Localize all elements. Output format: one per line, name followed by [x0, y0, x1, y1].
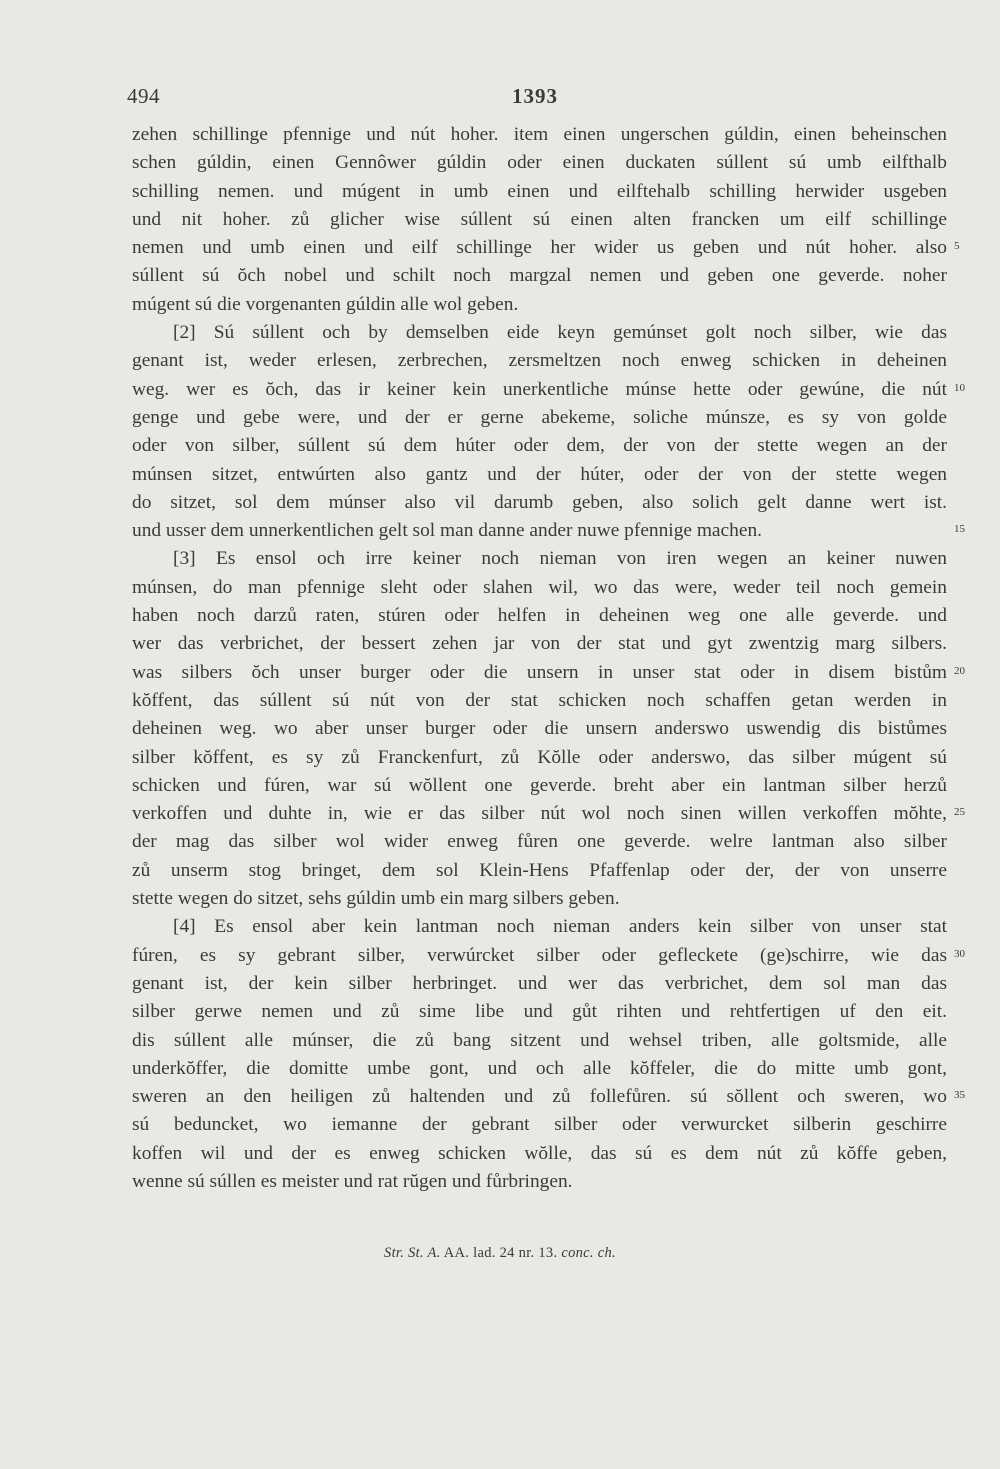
- line-text: wenne sú súllen es meister und rat rŭgen und fůrbringen.: [132, 1170, 573, 1192]
- text-line: [132, 262, 947, 290]
- text-line: [132, 489, 947, 517]
- source-reference: AA. lad. 24 nr. 13.: [443, 1245, 558, 1261]
- body-text: [132, 121, 965, 1196]
- line-text: múnsen, do man pfennige sleht oder slahen wil, wo das were, weder teil noch gemein: [132, 576, 947, 598]
- text-line: [132, 998, 947, 1026]
- source-citation: [0, 1245, 1000, 1262]
- text-line: [132, 376, 965, 404]
- line-text: deheinen weg. wo aber unser burger oder die unsern anderswo uswendig dis bistůmes: [132, 718, 947, 740]
- line-text: fúren, es sy gebrant silber, verwúrcket silber oder gefleckete (ge)schirre, wie das: [132, 944, 947, 966]
- line-text: zů unserm stog bringet, dem sol Klein-Hens Pfaffenlap oder der, der von unserre: [132, 859, 947, 881]
- margin-line-number: 5: [954, 240, 960, 253]
- line-text: dis súllent alle múnser, die zů bang sitzent und wehsel triben, alle goltsmide, alle: [132, 1029, 947, 1051]
- text-line: [132, 206, 947, 234]
- text-line: [132, 942, 965, 970]
- text-line: [132, 687, 947, 715]
- source-note: conc. ch.: [561, 1245, 616, 1261]
- text-line: [132, 545, 947, 573]
- text-line: [132, 857, 947, 885]
- text-line: [132, 744, 947, 772]
- margin-line-number: 35: [954, 1089, 965, 1102]
- text-line: [132, 602, 947, 630]
- text-line: [132, 432, 947, 460]
- text-line: [132, 1111, 947, 1139]
- text-line: [132, 291, 947, 319]
- text-line: [132, 574, 947, 602]
- text-line: [132, 347, 947, 375]
- line-text: wer das verbrichet, der bessert zehen jar von der stat und gyt zwentzig marg silbers.: [132, 633, 947, 655]
- line-text: múnsen sitzet, entwúrten also gantz und der húter, oder der von der stette wegen: [132, 463, 947, 485]
- line-text: sú beduncket, wo iemanne der gebrant silber oder verwurcket silberin geschirre: [132, 1114, 947, 1136]
- text-line: [132, 1027, 947, 1055]
- line-text: was silbers ŏch unser burger oder die unsern in unser stat oder in disem bistům: [132, 661, 947, 683]
- line-text: [3] Es ensol och irre keiner noch nieman von iren wegen an keiner nuwen: [173, 548, 947, 570]
- page-number: 494: [127, 84, 160, 108]
- text-line: [132, 1168, 947, 1196]
- text-line: [132, 659, 965, 687]
- line-text: weg. wer es ŏch, das ir keiner kein unerkentliche múnse hette oder gewúne, die nút: [132, 378, 947, 400]
- text-line: [132, 970, 947, 998]
- line-text: silber kŏffent, es sy zů Franckenfurt, zů Kŏlle oder anderswo, das silber múgent sú: [132, 746, 947, 768]
- text-line: [132, 319, 947, 347]
- year-heading: 1393: [512, 84, 558, 108]
- text-line: [132, 1055, 947, 1083]
- text-line: [132, 178, 947, 206]
- text-line: [132, 234, 960, 262]
- line-text: kŏffent, das súllent sú nút von der stat schicken noch schaffen getan werden in: [132, 689, 947, 711]
- text-line: [132, 461, 947, 489]
- line-text: schicken und fúren, war sú wŏllent one geverde. breht aber ein lantman silber herzů: [132, 774, 947, 796]
- line-text: genant ist, der kein silber herbringet. und wer das verbrichet, dem sol man das: [132, 972, 947, 994]
- margin-line-number: 30: [954, 947, 965, 960]
- text-line: [132, 885, 947, 913]
- line-text: koffen wil und der es enweg schicken wŏlle, das sú es dem nút zů kŏffe geben,: [132, 1142, 947, 1164]
- line-text: [2] Sú súllent och by demselben eide keyn gemúnset golt noch silber, wie das: [173, 322, 947, 344]
- text-line: [132, 1140, 947, 1168]
- page-header: [0, 84, 1000, 114]
- line-text: súllent sú ŏch nobel und schilt noch margzal nemen und geben one geverde. noher: [132, 265, 947, 287]
- line-text: schilling nemen. und múgent in umb einen und eilftehalb schilling herwider usgeben: [132, 180, 947, 202]
- text-line: [132, 800, 965, 828]
- line-text: genant ist, weder erlesen, zerbrechen, zersmeltzen noch enweg schicken in deheinen: [132, 350, 947, 372]
- line-text: oder von silber, súllent sú dem húter oder dem, der von der stette wegen an der: [132, 435, 947, 457]
- text-line: [132, 1083, 965, 1111]
- line-text: do sitzet, sol dem múnser also vil darumb geben, also solich gelt danne wert ist.: [132, 491, 947, 513]
- line-text: zehen schillinge pfennige und nút hoher. item einen ungerschen gúldin, einen beheinschen: [132, 124, 947, 145]
- margin-line-number: 25: [954, 806, 965, 819]
- text-line: [132, 121, 947, 149]
- text-line: [132, 715, 947, 743]
- line-text: genge und gebe were, und der er gerne abekeme, soliche múnsze, es sy von golde: [132, 406, 947, 428]
- line-text: [4] Es ensol aber kein lantman noch nieman anders kein silber von unser stat: [173, 916, 947, 938]
- line-text: haben noch darzů raten, stúren oder helfen in deheinen weg one alle geverde. und: [132, 605, 947, 627]
- text-line: [132, 149, 947, 177]
- text-line: [132, 772, 947, 800]
- text-line: [132, 828, 947, 856]
- text-line: [132, 517, 965, 545]
- source-archive: Str. St. A.: [384, 1245, 441, 1261]
- margin-line-number: 10: [954, 381, 965, 394]
- line-text: verkoffen und duhte in, wie er das silber nút wol noch sinen willen verkoffen mŏhte,: [132, 803, 947, 825]
- line-text: sweren an den heiligen zů haltenden und zů follefůren. sú sŏllent och sweren, wo: [132, 1086, 947, 1108]
- text-line: [132, 630, 947, 658]
- line-text: und usser dem unnerkentlichen gelt sol man danne ander nuwe pfennige machen.: [132, 520, 762, 542]
- line-text: múgent sú die vorgenanten gúldin alle wol geben.: [132, 293, 519, 315]
- line-text: und nit hoher. zů glicher wise súllent sú einen alten francken um eilf schillinge: [132, 208, 947, 230]
- line-text: underkŏffer, die domitte umbe gont, und och alle kŏffeler, die do mitte umb gont,: [132, 1057, 947, 1079]
- text-line: [132, 913, 947, 941]
- line-text: nemen und umb einen und eilf schillinge her wider us geben und nút hoher. also: [132, 237, 947, 259]
- margin-line-number: 15: [954, 523, 965, 536]
- line-text: der mag das silber wol wider enweg fůren one geverde. welre lantman also silber: [132, 831, 947, 853]
- line-text: stette wegen do sitzet, sehs gúldin umb ein marg silbers geben.: [132, 888, 620, 910]
- line-text: schen gúldin, einen Gennôwer gúldin oder einen duckaten súllent sú umb eilfthalb: [132, 152, 947, 174]
- margin-line-number: 20: [954, 664, 965, 677]
- line-text: silber gerwe nemen und zů sime libe und gůt rihten und rehtfertigen uf den eit.: [132, 1001, 947, 1023]
- text-line: [132, 404, 947, 432]
